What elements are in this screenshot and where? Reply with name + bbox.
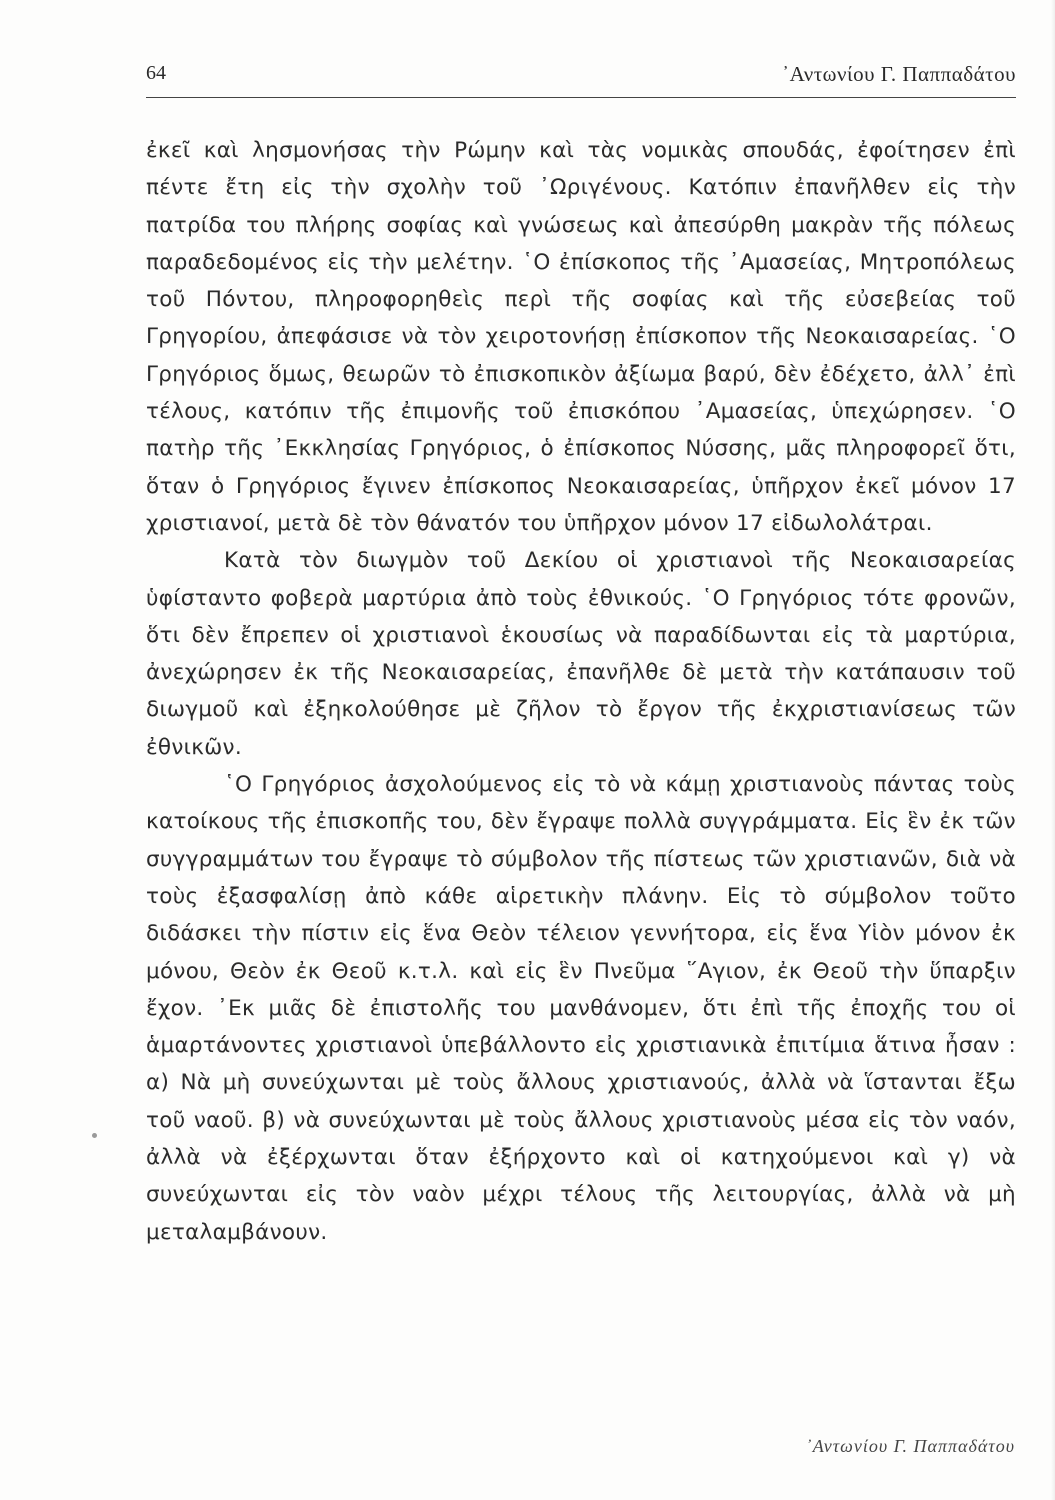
header-rule <box>146 97 1016 98</box>
page-header <box>146 62 1016 96</box>
footer-signature: ᾿Αντωνίου Γ. Παππαδάτου <box>805 1436 1015 1456</box>
paragraph-2: Κατὰ τὸν διωγμὸν τοῦ Δεκίου οἱ χριστιανοὶ τῆς Νεοκαισαρείας ὑφίσταντο φοβερὰ μαρτύρια ἀπὸ τοὺς ἐθνικούς. ῾Ο Γρηγόριος τότε φρονῶν, ὅτι δὲν ἔπρεπεν οἱ χριστιανοὶ ἑκουσίως νὰ παραδίδωνται εἰς τὰ μαρτύρια, ἀνεχώρησεν ἐκ τῆς Νεοκαισαρείας, ἐπανῆλθε δὲ μετὰ τὴν κατάπαυσιν τοῦ διωγμοῦ καὶ ἐξηκολούθησε μὲ ζῆλον τὸ ἔργον τῆς ἐκχριστιανίσεως τῶν ἐθνικῶν. <box>146 548 1016 760</box>
paragraph-1: ἐκεῖ καὶ λησμονήσας τὴν Ρώμην καὶ τὰς νομικὰς σπουδάς, ἐφοίτησεν ἐπὶ πέντε ἔτη εἰς τὴν σχολὴν τοῦ ᾿Ωριγένους. Κατόπιν ἐπανῆλθεν εἰς τὴν πατρίδα του πλήρης σοφίας καὶ γνώσεως καὶ ἀπεσύρθη μακρὰν τῆς πόλεως παραδεδομένος εἰς τὴν μελέτην. ῾Ο ἐπίσκοπος τῆς ᾿Αμασείας, Μητροπόλεως τοῦ Πόντου, πληροφορηθεὶς περὶ τῆς σοφίας καὶ τῆς εὐσεβείας τοῦ Γρηγορίου, ἀπεφάσισε νὰ τὸν χειροτονήσῃ ἐπίσκοπον τῆς Νεοκαισαρείας. ῾Ο Γρηγόριος ὅμως, θεωρῶν τὸ ἐπισκοπικὸν ἀξίωμα βαρύ, δὲν ἐδέχετο, ἀλλ᾿ ἐπὶ τέλους, κατόπιν τῆς ἐπιμονῆς τοῦ ἐπισκόπου ᾿Αμασείας, ὑπεχώρησεν. ῾Ο πατὴρ τῆς ᾿Εκκλησίας Γρηγόριος, ὁ ἐπίσκοπος Νύσσης, μᾶς πληροφορεῖ ὅτι, ὅταν ὁ Γρηγόριος ἔγινεν ἐπίσκοπος Νεοκαισαρείας, ὑπῆρχον ἐκεῖ μόνον 17 χριστιανοί, μετὰ δὲ τὸν θάνατόν του ὑπῆρχον μόνον 17 εἰδωλολάτραι. <box>146 138 1016 536</box>
margin-mark <box>92 1133 97 1138</box>
page-number: 64 <box>146 62 166 84</box>
paragraph-3: ῾Ο Γρηγόριος ἀσχολούμενος εἰς τὸ νὰ κάμῃ χριστιανοὺς πάντας τοὺς κατοίκους τῆς ἐπισκοπῆς του, δὲν ἔγραψε πολλὰ συγγράμματα. Εἰς ἓν ἐκ τῶν συγγραμμάτων του ἔγραψε τὸ σύμβολον τῆς πίστεως τῶν χριστιανῶν, διὰ νὰ τοὺς ἐξασφαλίσῃ ἀπὸ κάθε αἱρετικὴν πλάνην. Εἰς τὸ σύμβολον τοῦτο διδάσκει τὴν πίστιν εἰς ἕνα Θεὸν τέλειον γεννήτορα, εἰς ἕνα Υἱὸν μόνον ἐκ μόνου, Θεὸν ἐκ Θεοῦ κ.τ.λ. καὶ εἰς ἓν Πνεῦμα ῞Αγιον, ἐκ Θεοῦ τὴν ὕπαρξιν ἔχον. ᾿Εκ μιᾶς δὲ ἐπιστολῆς του μανθάνομεν, ὅτι ἐπὶ τῆς ἐποχῆς του οἱ ἁμαρτάνοντες χριστιανοὶ ὑπεβάλλοντο εἰς χριστιανικὰ ἐπιτίμια ἅτινα ἦσαν : α) Νὰ μὴ συνεύχωνται μὲ τοὺς ἄλλους χριστιανούς, ἀλλὰ νὰ ἵστανται ἔξω τοῦ ναοῦ. β) νὰ συνεύχωνται μὲ τοὺς ἄλλους χριστιανοὺς μέσα εἰς τὸν ναόν, ἀλλὰ νὰ ἐξέρχωνται ὅταν ἐξήρχοντο καὶ οἱ κατηχούμενοι καὶ γ) νὰ συνεύχωνται εἰς τὸν ναὸν μέχρι τέλους τῆς λειτουργίας, ἀλλὰ νὰ μὴ μεταλαμβάνουν. <box>146 772 1016 1245</box>
body-text <box>146 132 1016 1251</box>
running-head: ᾿Αντωνίου Γ. Παππαδάτου <box>782 62 1016 86</box>
page-edge-shadow <box>1051 0 1055 1500</box>
